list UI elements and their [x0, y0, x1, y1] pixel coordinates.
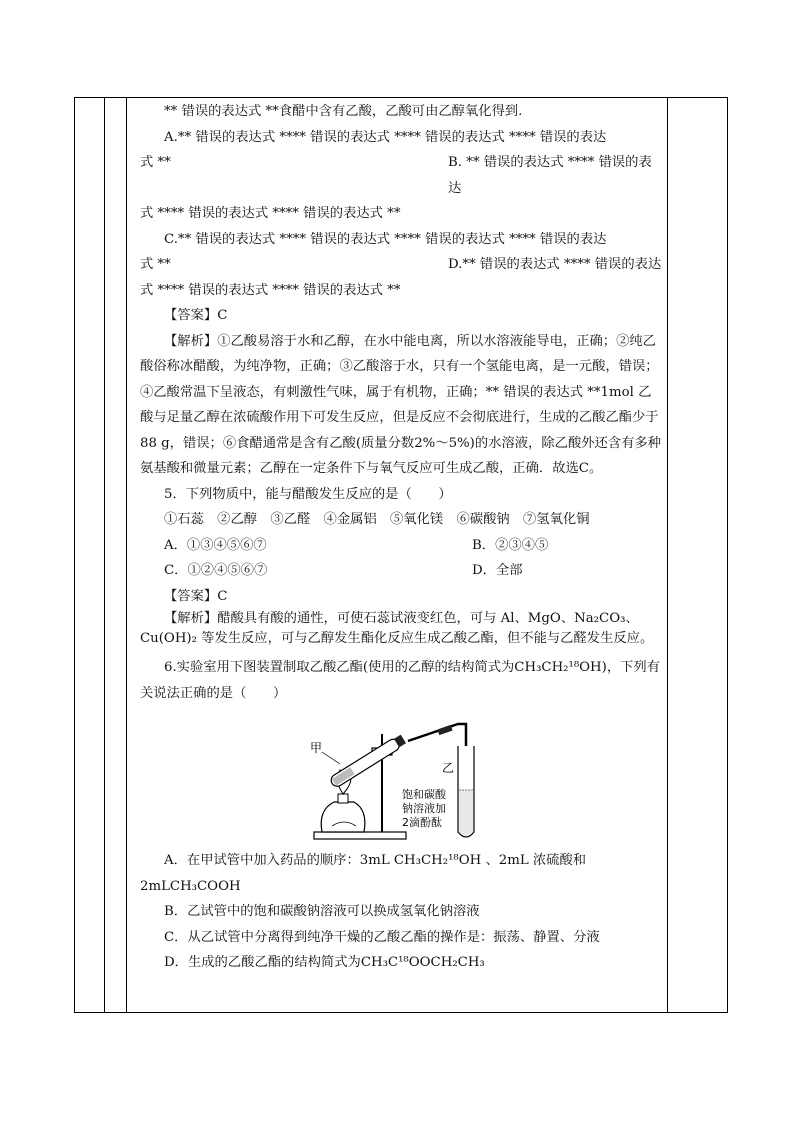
- q5-analysis: 【解析】醋酸具有酸的通性，可使石蕊试液变红色，可与 Al、MgO、Na₂CO₃、Cu(OH)₂ 等发生反应，可与乙醇发生酯化反应生成乙酸乙酯，但不能与乙醛发生反应。: [140, 611, 654, 646]
- apparatus-figure: [310, 714, 500, 844]
- q4-option-c: C.** 错误的表达式 **** 错误的表达式 **** 错误的表达式 **** 错误的表达: [164, 231, 607, 247]
- q4-analysis: 【解析】①乙酸易溶于水和乙醇，在水中能电离，所以水溶液能导电，正确；②纯乙酸俗称冰醋酸，为纯净物，正确；③乙酸溶于水，只有一个氢能电离，是一元酸，错误；④乙酸常温下呈液态，有刺激性气味，属于有机物，正确；** 错误的表达式 **1mol 乙酸与足量乙醇在浓硫酸作用下可发生反应，但是反应不会彻底进行，生成的乙酸乙酯少于88 g，错误；⑥食醋通常是含有乙酸(质量分数2%～5%)的水溶液，除乙酸外还含有多种氨基酸和微量元素；乙醇在一定条件下与氧气反应可生成乙酸，正确．故选C。: [140, 333, 662, 476]
- test-tube-yi: [458, 746, 474, 837]
- q4-option-a: A.** 错误的表达式 **** 错误的表达式 **** 错误的表达式 **** 错误的表达: [164, 129, 607, 145]
- label-solution-1: 饱和碳酸: [402, 788, 446, 801]
- q5-option-a: A．①③④⑤⑥⑦: [164, 537, 267, 553]
- q6-option-a-cont: 2mLCH₃COOH: [140, 878, 241, 894]
- q4-option-c-cont: 式 **: [140, 257, 171, 272]
- column-divider: [667, 97, 668, 1013]
- label-solution-3: 2滴酚酞: [402, 816, 442, 829]
- q5-option-d: D．全部: [472, 563, 523, 578]
- q6-option-d: D．生成的乙酸乙酯的结构简式为CH₃C¹⁸OOCH₂CH₃: [164, 955, 485, 970]
- q4-option-b: B. ** 错误的表达式 **** 错误的表达: [448, 155, 652, 196]
- q5-option-b: B．②③④⑤: [472, 537, 549, 553]
- q5-stem: 5．下列物质中，能与醋酸发生反应的是（ ）: [164, 486, 452, 502]
- q4-option-b-cont: 式 **** 错误的表达式 **** 错误的表达式 **: [140, 206, 401, 221]
- q5-answer: 【答案】C: [164, 588, 228, 604]
- column-divider: [104, 97, 105, 1013]
- stand-base: [314, 832, 406, 839]
- q6-option-c: C．从乙试管中分离得到纯净干燥的乙酸乙酯的操作是：振荡、静置、分液: [164, 929, 600, 945]
- delivery-tube: [408, 724, 466, 774]
- q4-answer: 【答案】C: [164, 308, 228, 323]
- label-jia: 甲: [310, 741, 323, 755]
- q4-option-d-cont: 式 **** 错误的表达式 **** 错误的表达式 **: [140, 282, 401, 298]
- q6-option-a: A．在甲试管中加入药品的顺序：3mL CH₃CH₂¹⁸OH 、2mL 浓硫酸和: [164, 853, 587, 868]
- alcohol-lamp: [321, 802, 365, 832]
- label-yi: 乙: [442, 761, 455, 775]
- q5-option-c: C．①②④⑤⑥⑦: [164, 563, 268, 578]
- q6-stem: 6.实验室用下图装置制取乙酸乙酯(使用的乙醇的结构简式为CH₃CH₂¹⁸OH)，下列有关说法正确的是（ ）: [140, 660, 661, 701]
- q4-intro: ** 错误的表达式 **食醋中含有乙酸，乙酸可由乙醇氧化得到.: [164, 104, 523, 119]
- label-solution-2: 钠溶液加: [402, 802, 446, 815]
- test-tube-jia: [329, 734, 407, 789]
- q6-option-b: B．乙试管中的饱和碳酸钠溶液可以换成氢氧化钠溶液: [164, 904, 480, 919]
- question-content: [140, 99, 662, 976]
- q4-option-a-cont: 式 **: [140, 155, 171, 170]
- column-divider: [126, 97, 127, 1013]
- q4-option-d: D.** 错误的表达式 **** 错误的表达: [448, 257, 662, 272]
- q5-items: ①石蕊 ②乙醇 ③乙醛 ④金属铝 ⑤氧化镁 ⑥碳酸钠 ⑦氢氧化铜: [164, 512, 590, 527]
